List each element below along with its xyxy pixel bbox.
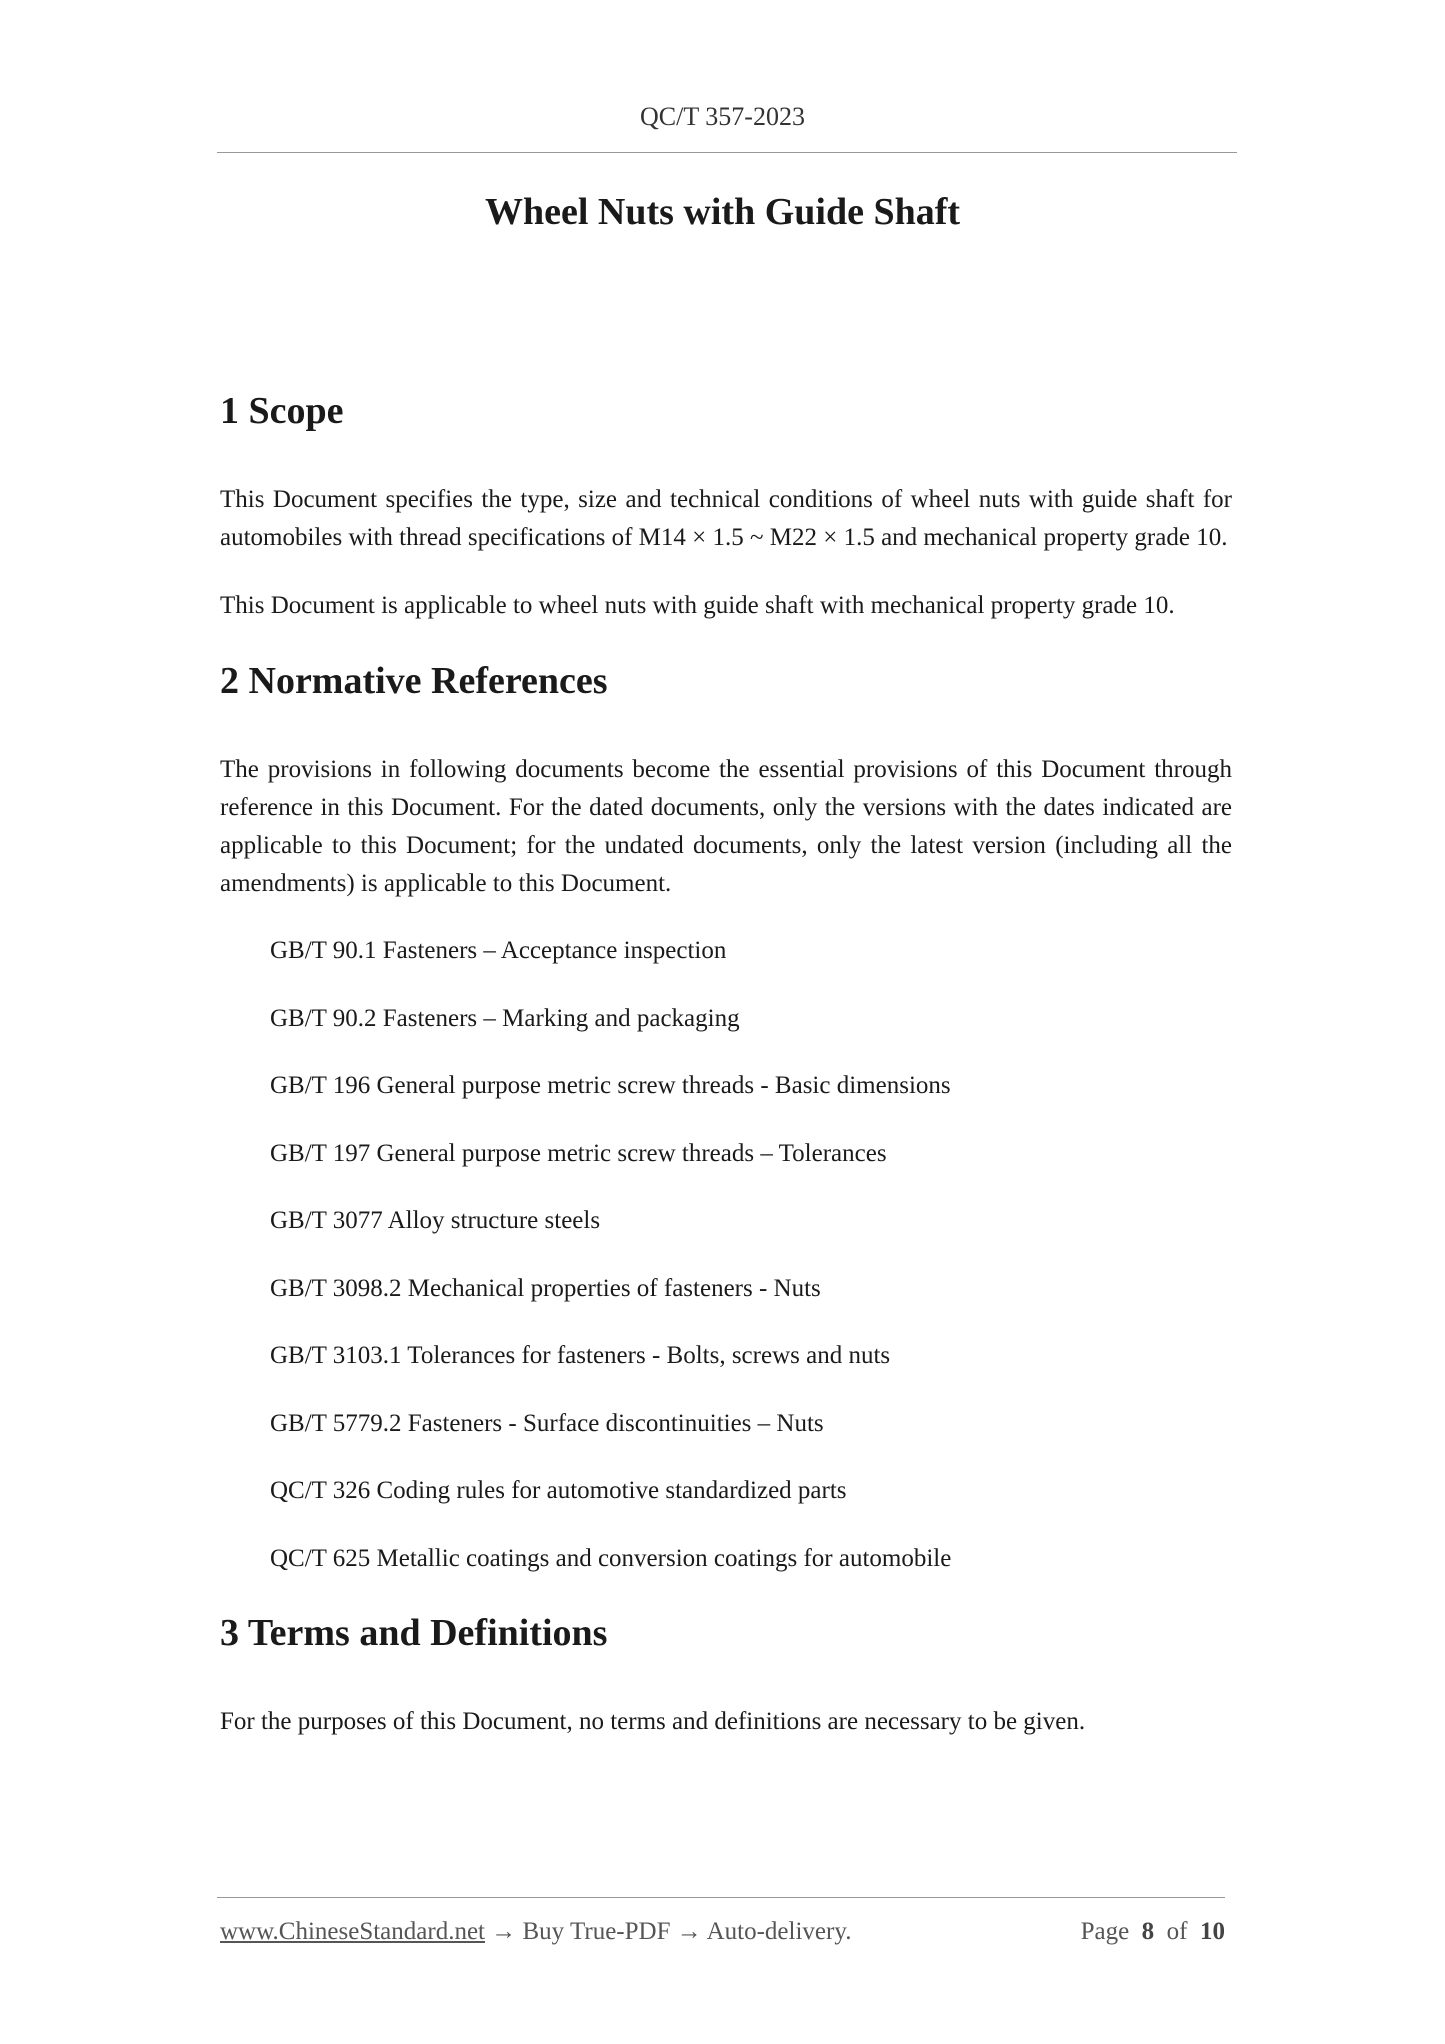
reference-item: QC/T 326 Coding rules for automotive standardized parts (270, 1477, 847, 1504)
section-heading-scope: 1 Scope (220, 390, 344, 432)
section-normative-references (220, 655, 1232, 1578)
section-scope (220, 385, 1232, 625)
auto-delivery-text: Auto-delivery. (706, 1918, 852, 1945)
reference-item: GB/T 90.2 Fasteners – Marking and packaging (270, 1004, 740, 1032)
terms-paragraph: For the purposes of this Document, no terms and definitions are necessary to be given. (220, 1708, 1086, 1735)
reference-item: GB/T 197 General purpose metric screw threads – Tolerances (270, 1139, 887, 1167)
scope-paragraph-1: This Document specifies the type, size and technical conditions of wheel nuts with guide shaft for automobiles with thread specifications of M14 × 1.5 ~ M22 × 1.5 and mechanical property grade 10. (220, 486, 1232, 551)
section-heading-normative-references: 2 Normative References (220, 660, 608, 702)
references-intro-paragraph: The provisions in following documents become the essential provisions of this Document through reference in this Document. For the dated documents, only the versions with the dates indicated are applicable to this Document; for the undated documents, only the latest version (including all the amendments) is applicable to this Document. (220, 756, 1232, 897)
reference-list (220, 932, 1232, 1578)
page-total: 10 (1200, 1918, 1225, 1945)
page-label: Page (1080, 1918, 1130, 1945)
footer-divider (217, 1897, 1225, 1898)
arrow-right-icon: → (676, 1918, 702, 1945)
page-footer (220, 1918, 1225, 1946)
page-current: 8 (1141, 1918, 1155, 1945)
reference-item: GB/T 90.1 Fasteners – Acceptance inspection (270, 937, 727, 964)
reference-item: GB/T 3103.1 Tolerances for fasteners - Bolts, screws and nuts (270, 1342, 891, 1369)
scope-paragraph-2: This Document is applicable to wheel nuts with guide shaft with mechanical property grade 10. (220, 592, 1175, 619)
reference-item: GB/T 196 General purpose metric screw threads - Basic dimensions (270, 1072, 951, 1099)
page-of: of (1166, 1918, 1188, 1945)
document-body (220, 385, 1232, 1741)
section-terms-definitions (220, 1607, 1232, 1741)
arrow-right-icon: → (491, 1918, 517, 1945)
reference-item: GB/T 5779.2 Fasteners - Surface discontinuities – Nuts (270, 1409, 824, 1437)
reference-item: GB/T 3077 Alloy structure steels (270, 1207, 601, 1234)
section-heading-terms-definitions: 3 Terms and Definitions (220, 1612, 608, 1654)
document-title: Wheel Nuts with Guide Shaft (484, 191, 961, 233)
website-link[interactable]: www.ChineseStandard.net (220, 1918, 485, 1945)
reference-item: QC/T 625 Metallic coatings and conversion coatings for automobile (270, 1544, 952, 1572)
header-divider (217, 152, 1237, 153)
document-code-header: QC/T 357-2023 (640, 102, 805, 131)
page-indicator (1081, 1918, 1225, 1946)
reference-item: GB/T 3098.2 Mechanical properties of fasteners - Nuts (270, 1274, 821, 1302)
buy-true-pdf-text: Buy True-PDF (522, 1918, 671, 1945)
